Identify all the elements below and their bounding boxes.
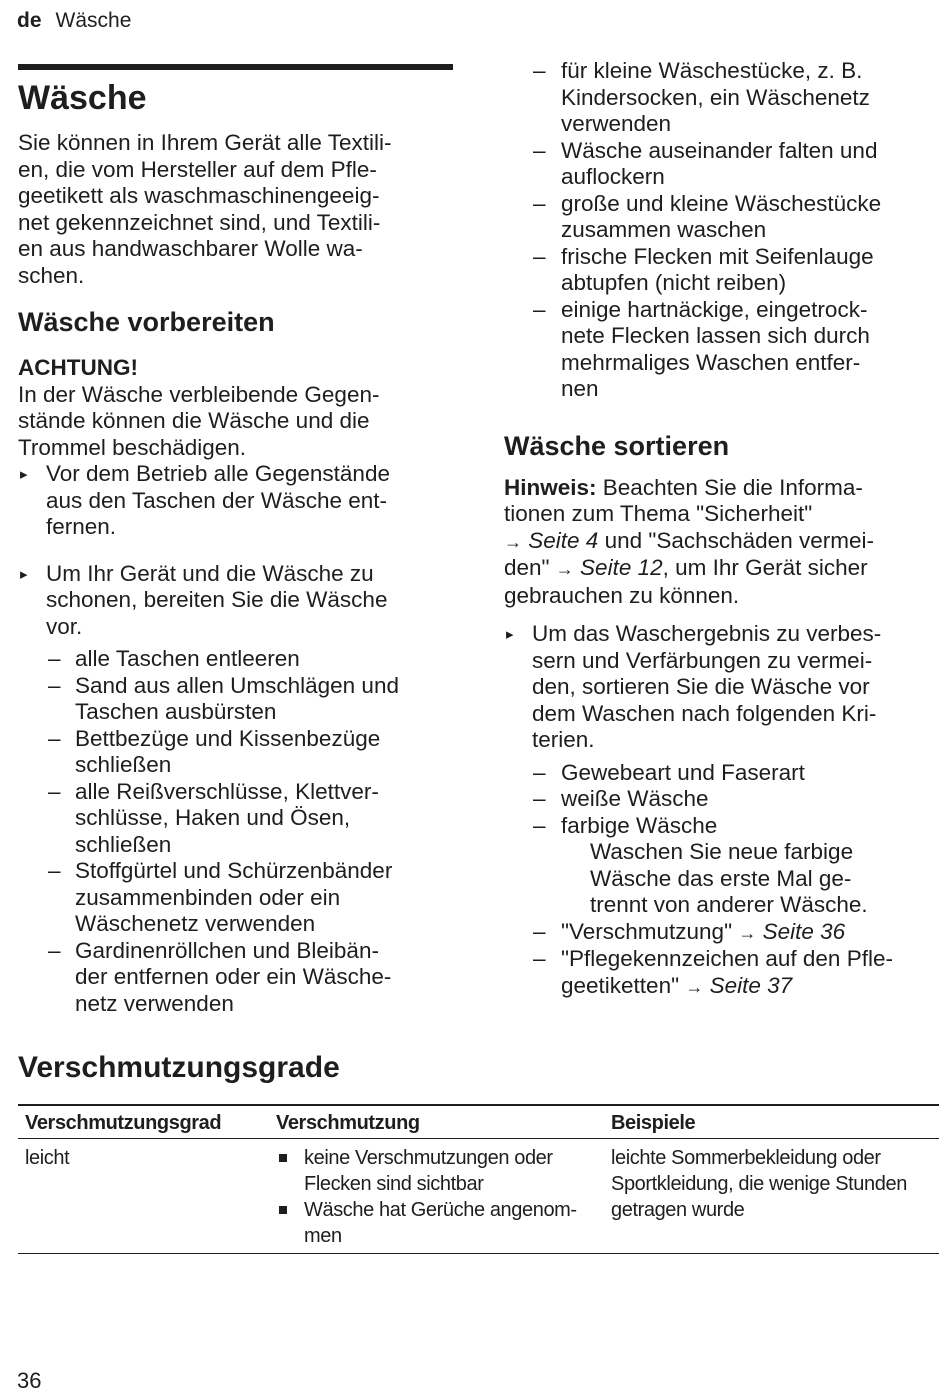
column-header: Beispiele (604, 1105, 939, 1139)
title-rule (18, 64, 453, 70)
grade-cell: leicht (18, 1139, 269, 1254)
list-item: – Gewebeart und Faserart (533, 759, 805, 785)
header-section: Wäsche (55, 9, 132, 32)
arrow-icon: → (738, 922, 757, 943)
grades-heading: Verschmutzungsgrade (18, 1051, 340, 1084)
list-item: – einige hartnäckige, eingetrock- nete Flecken lassen sich durch mehrmaliges Waschen entfer- nen (533, 296, 870, 401)
list-item: – Stoffgürtel und Schürzenbänder zusammenbinden oder ein Wäschenetz verwenden (48, 858, 393, 936)
page-title: Wäsche (18, 79, 147, 117)
page-reference-link[interactable]: Seite 4 (528, 527, 599, 553)
list-item: – Bettbezüge und Kissenbezüge schließen (48, 725, 381, 777)
list-item: Wäsche hat Gerüche angenom- men (276, 1197, 597, 1249)
table-header-row (18, 1105, 939, 1139)
list-item: – alle Taschen entleeren (48, 646, 300, 671)
square-bullet-icon (279, 1206, 287, 1214)
list-item: – große und kleine Wäschestücke zusammen waschen (533, 190, 882, 242)
prep-list-continued (504, 58, 944, 403)
list-item: – Gardinenröllchen und Bleibän- der entfernen oder ein Wäsche- netz verwenden (48, 937, 392, 1016)
list-item: – Sand aus allen Umschlägen und Taschen ausbürsten (48, 672, 399, 724)
grades-table (18, 1104, 939, 1254)
sort-heading: Wäsche sortieren (504, 430, 730, 461)
list-item: keine Verschmutzungen oder Flecken sind sichtbar (276, 1145, 597, 1197)
page-number: 36 (17, 1368, 42, 1393)
examples-cell: leichte Sommerbekleidung oder Sportkleidung, die wenige Stunden getragen wurde (604, 1139, 939, 1254)
square-bullet-icon (279, 1154, 287, 1162)
language-code: de (17, 9, 42, 32)
list-item: – "Verschmutzung" → Seite 36 (533, 918, 846, 944)
prep-heading: Wäsche vorbereiten (18, 307, 275, 337)
page-reference-link[interactable]: Seite 37 (709, 972, 793, 998)
page-reference-link[interactable]: Seite 36 (762, 918, 846, 944)
warning-title: ACHTUNG! (18, 355, 138, 380)
table-row (18, 1139, 939, 1254)
arrow-icon: → (685, 976, 704, 997)
intro-paragraph: Sie können in Ihrem Gerät alle Textili- en, die vom Hersteller auf dem Pfle- geetikett als waschmaschinengeeig- net gekennzeichnet sind, und Textili- en aus handwaschbarer Wolle wa- schen. (18, 130, 392, 288)
warning-text: In der Wäsche verbleibende Gegen- stände können die Wäsche und die Trommel beschädigen. (18, 381, 380, 460)
sort-list (504, 760, 944, 840)
list-item: – weiße Wäsche (533, 786, 709, 811)
list-item: – Wäsche auseinander falten und auflockern (533, 137, 878, 189)
left-column (18, 64, 458, 1017)
safety-note: Hinweis: Beachten Sie die Informa- tionen zum Thema "Sicherheit" → Seite 4 und "Sachschäden vermei- den" → Seite 12, um Ihr Gerät sicher gebrauchen zu können. (504, 474, 874, 608)
triangle-bullet-icon: ▸ (20, 466, 28, 483)
list-item: – "Pflegekennzeichen auf den Pfle- geetiketten" → Seite 37 (533, 946, 893, 998)
page-header (17, 9, 131, 33)
list-item: – frische Flecken mit Seifenlauge abtupfen (nicht reiben) (533, 243, 874, 295)
prep-step-2: ▸ Um Ihr Gerät und die Wäsche zu schonen, bereiten Sie die Wäsche vor. (20, 560, 388, 639)
sort-list-refs (504, 919, 944, 1001)
soiling-cell (269, 1139, 604, 1254)
list-item: – alle Reißverschlüsse, Klettver- schlüsse, Haken und Ösen, schließen (48, 778, 379, 857)
list-item: – farbige Wäsche (533, 812, 718, 838)
triangle-bullet-icon: ▸ (506, 626, 514, 643)
page-reference-link[interactable]: Seite 12 (580, 555, 663, 580)
column-header: Verschmutzung (269, 1105, 604, 1139)
prep-list (18, 646, 458, 1017)
column-header: Verschmutzungsgrad (18, 1105, 269, 1139)
right-column (504, 58, 944, 1000)
list-item: – für kleine Wäschestücke, z. B. Kindersocken, ein Wäschenetz verwenden (533, 58, 870, 136)
arrow-icon: → (555, 559, 574, 579)
arrow-icon: → (504, 531, 522, 552)
prep-step-1: ▸ Vor dem Betrieb alle Gegenstände aus den Taschen der Wäsche ent- fernen. (20, 461, 390, 539)
sort-step: ▸ Um das Waschergebnis zu verbes- sern und Verfärbungen zu vermei- den, sortieren Sie die Wäsche vor dem Waschen nach folgenden Kri- terien. (506, 621, 882, 752)
color-wash-note: Waschen Sie neue farbige Wäsche das erste Mal ge- trennt von anderer Wäsche. (590, 839, 868, 917)
triangle-bullet-icon: ▸ (20, 565, 28, 583)
